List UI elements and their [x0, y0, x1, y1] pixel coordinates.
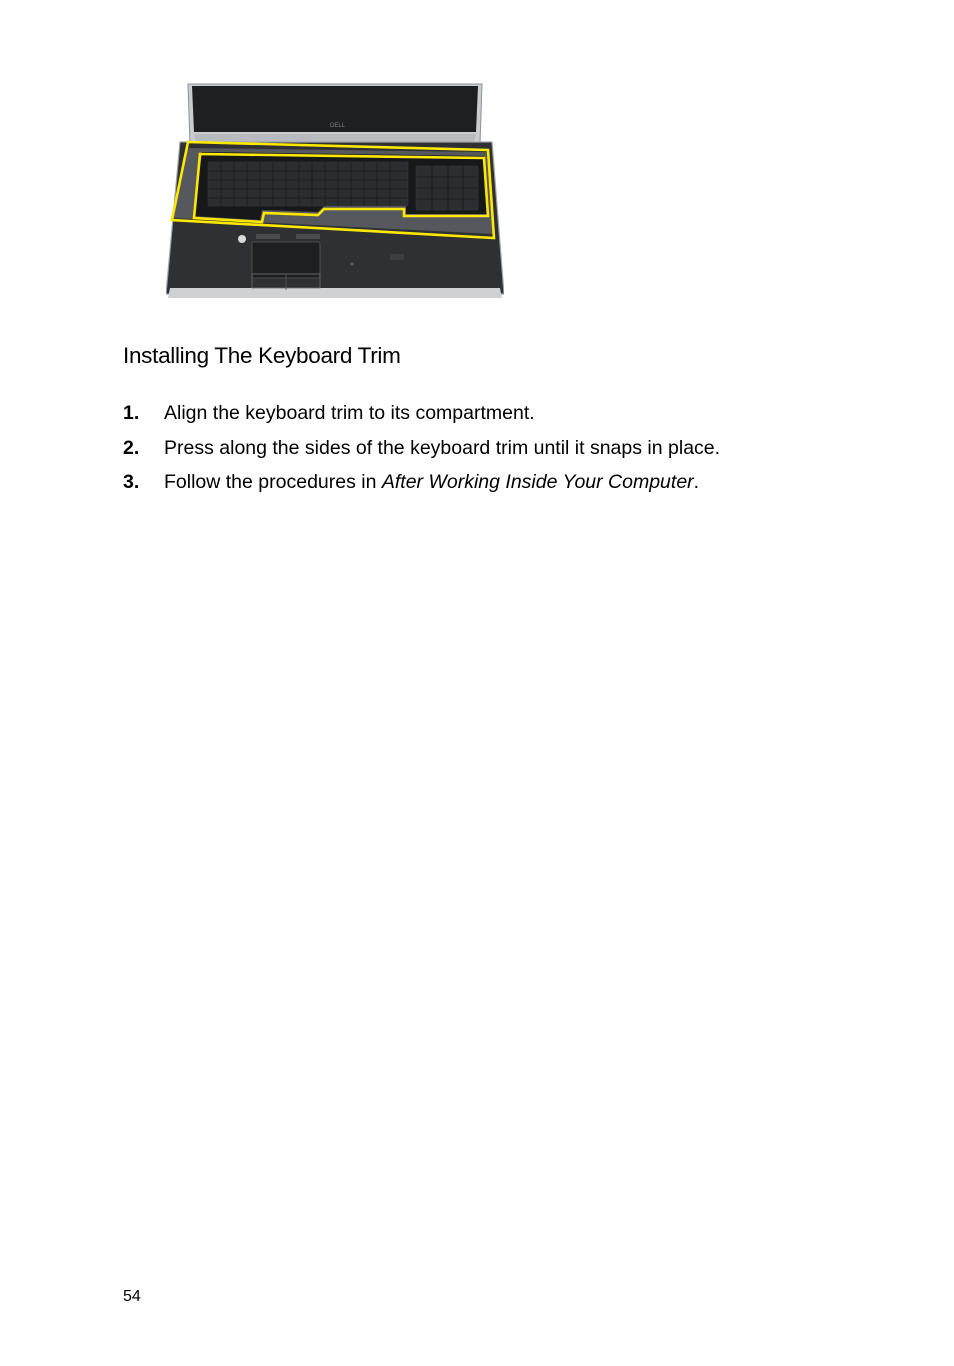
step-number: 2. — [123, 436, 140, 459]
page-number: 54 — [123, 1288, 141, 1305]
step-text: Align the keyboard trim to its compartment. — [164, 402, 535, 424]
after-working-inside-link[interactable]: After Working Inside Your Computer — [381, 471, 694, 493]
step-number: 3. — [123, 471, 140, 493]
laptop-keyboard-trim-photo — [166, 82, 504, 302]
brand-logo: DELL — [330, 123, 346, 129]
step-text — [164, 469, 699, 495]
step-text-lead: Follow the procedures in — [164, 471, 382, 493]
step-text-suffix: . — [693, 471, 700, 493]
section-title: Installing The Keyboard Trim — [123, 343, 401, 368]
step-number: 1. — [123, 402, 140, 424]
step-text: Press along the sides of the keyboard trim until it snaps in place. — [164, 436, 721, 459]
